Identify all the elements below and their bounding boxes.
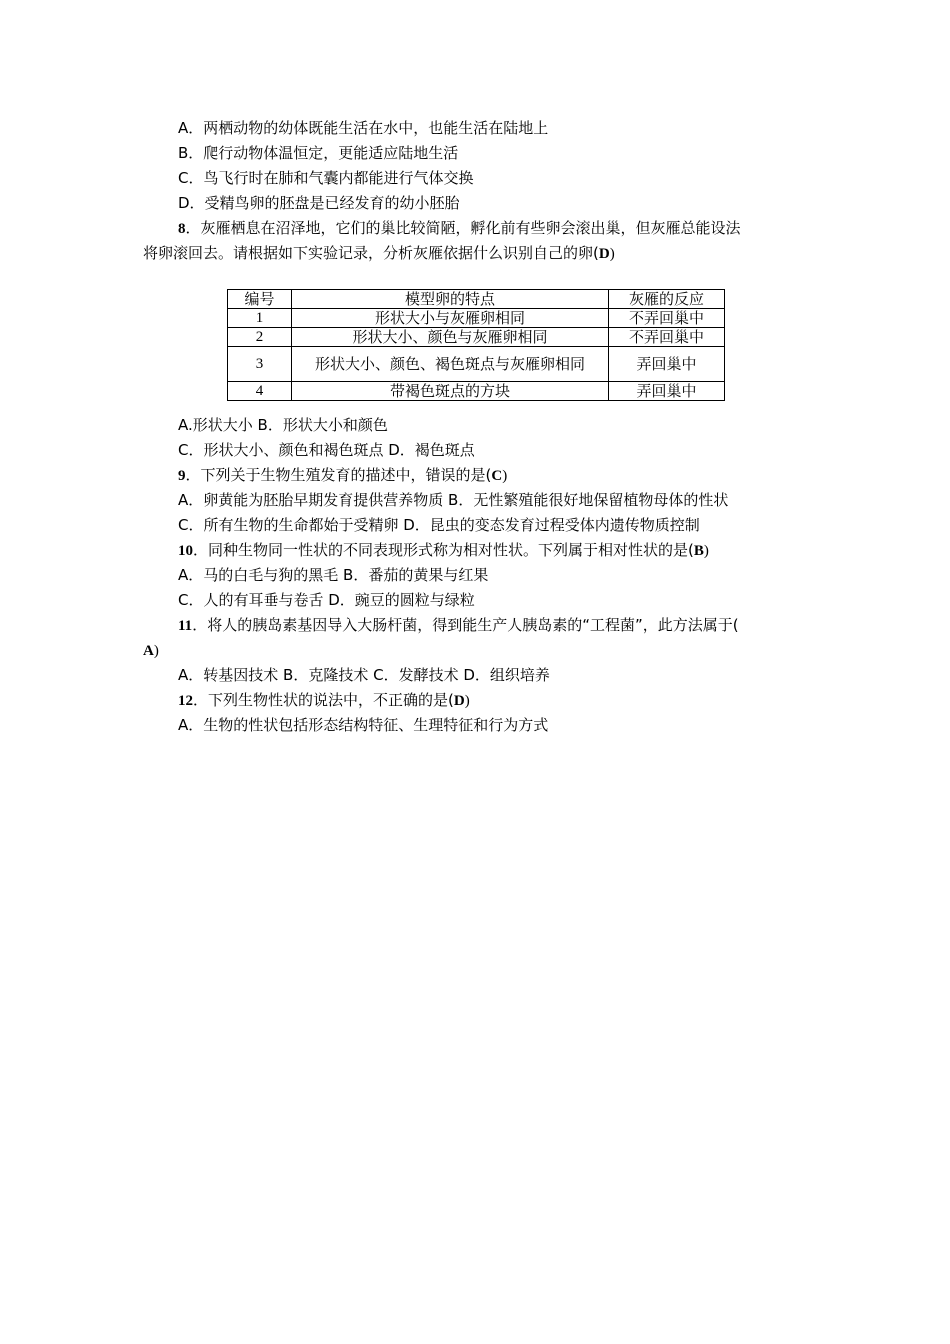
table-cell: 4 bbox=[228, 382, 292, 401]
q9-options-ab: A．卵黄能为胚胎早期发育提供营养物质 B．无性繁殖能很好地保留植物母体的性状 bbox=[178, 491, 729, 509]
q7-option-b: B．爬行动物体温恒定，更能适应陆地生活 bbox=[178, 144, 459, 162]
q12-option-a: A．生物的性状包括形态结构特征、生理特征和行为方式 bbox=[178, 716, 549, 734]
experiment-table bbox=[227, 289, 725, 401]
q10-stem bbox=[178, 540, 709, 561]
q7-option-d: D．受精鸟卵的胚盘是已经发育的幼小胚胎 bbox=[178, 194, 460, 212]
q11-answer: A bbox=[143, 643, 154, 659]
table-header-cell: 模型卵的特点 bbox=[292, 290, 609, 309]
q8-stem-line2 bbox=[143, 243, 615, 264]
table-row bbox=[228, 382, 725, 401]
table-cell: 形状大小、颜色、褐色斑点与灰雁卵相同 bbox=[292, 347, 609, 382]
q12-number: 12 bbox=[178, 693, 193, 709]
q9-text: ．下列关于生物生殖发育的描述中，错误的是( bbox=[185, 466, 492, 484]
table-cell: 1 bbox=[228, 309, 292, 328]
q12-close: ) bbox=[464, 693, 470, 709]
q8-close: ) bbox=[609, 246, 615, 262]
q12-text: ．下列生物性状的说法中，不正确的是( bbox=[193, 691, 454, 709]
table-cell: 2 bbox=[228, 328, 292, 347]
table-row bbox=[228, 347, 725, 382]
q10-options-cd: C．人的有耳垂与卷舌 D．豌豆的圆粒与绿粒 bbox=[178, 591, 475, 609]
q8-text1: ．灰雁栖息在沼泽地，它们的巢比较简陋，孵化前有些卵会滚出巢，但灰雁总能设法 bbox=[185, 219, 741, 237]
q8-options-cd: C．形状大小、颜色和褐色斑点 D．褐色斑点 bbox=[178, 441, 475, 459]
q9-number: 9 bbox=[178, 468, 186, 484]
table-row bbox=[228, 309, 725, 328]
q8-answer: D bbox=[598, 246, 610, 262]
table-row bbox=[228, 328, 725, 347]
table-cell: 弄回巢中 bbox=[609, 382, 725, 401]
table-cell: 形状大小、颜色与灰雁卵相同 bbox=[292, 328, 609, 347]
table-cell: 不弄回巢中 bbox=[609, 328, 725, 347]
q10-text: ．同种生物同一性状的不同表现形式称为相对性状。下列属于相对性状的是( bbox=[193, 541, 694, 559]
table-cell: 形状大小与灰雁卵相同 bbox=[292, 309, 609, 328]
q10-close: ) bbox=[703, 543, 709, 559]
q11-close: ) bbox=[153, 643, 159, 659]
q11-number: 11 bbox=[178, 618, 193, 634]
q7-option-a: A．两栖动物的幼体既能生活在水中，也能生活在陆地上 bbox=[178, 119, 549, 137]
q7-option-c: C．鸟飞行时在肺和气囊内都能进行气体交换 bbox=[178, 169, 474, 187]
q8-stem-line1 bbox=[178, 218, 741, 239]
table-header-cell: 编号 bbox=[228, 290, 292, 309]
table-cell: 不弄回巢中 bbox=[609, 309, 725, 328]
table-header-cell: 灰雁的反应 bbox=[609, 290, 725, 309]
q11-text: ．将人的胰岛素基因导入大肠杆菌，得到能生产人胰岛素的“工程菌”，此方法属于( bbox=[192, 616, 739, 634]
table-cell: 弄回巢中 bbox=[609, 347, 725, 382]
table-cell: 3 bbox=[228, 347, 292, 382]
q10-options-ab: A．马的白毛与狗的黑毛 B．番茄的黄果与红果 bbox=[178, 566, 489, 584]
q10-answer: B bbox=[693, 543, 704, 559]
q9-answer: C bbox=[491, 468, 503, 484]
table-header-row bbox=[228, 290, 725, 309]
q10-number: 10 bbox=[178, 543, 193, 559]
q9-stem bbox=[178, 465, 507, 486]
q11-options: A．转基因技术 B．克隆技术 C．发酵技术 D．组织培养 bbox=[178, 666, 550, 684]
q11-stem-line2 bbox=[143, 640, 159, 661]
table-cell: 带褐色斑点的方块 bbox=[292, 382, 609, 401]
q9-close: ) bbox=[502, 468, 508, 484]
q12-stem bbox=[178, 690, 470, 711]
q8-text2: 将卵滚回去。请根据如下实验记录，分析灰雁依据什么识别自己的卵( bbox=[143, 244, 599, 262]
q8-options-ab: A.形状大小 B．形状大小和颜色 bbox=[178, 416, 388, 434]
q12-answer: D bbox=[453, 693, 465, 709]
q11-stem-line1 bbox=[178, 615, 739, 636]
q9-options-cd: C．所有生物的生命都始于受精卵 D．昆虫的变态发育过程受体内遗传物质控制 bbox=[178, 516, 700, 534]
q8-number: 8 bbox=[178, 221, 186, 237]
